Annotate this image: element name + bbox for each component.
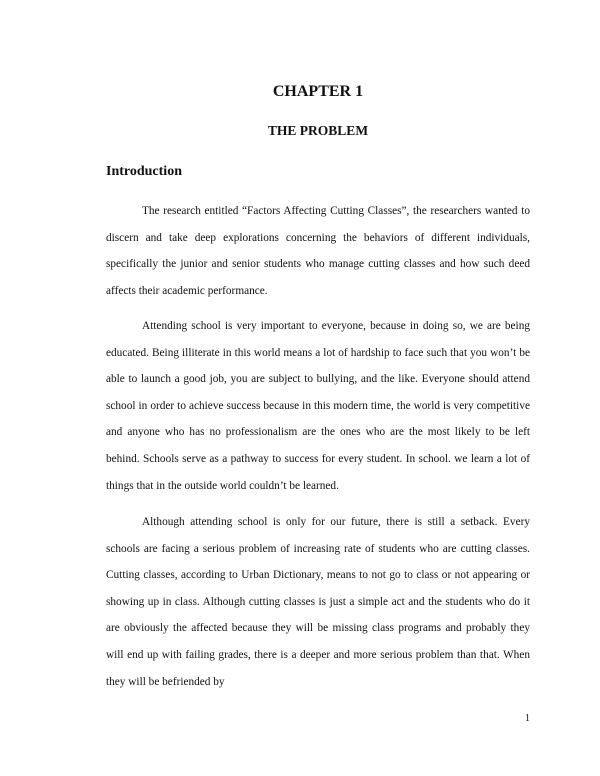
paragraph-1: The research entitled “Factors Affecting Cutting Classes”, the researchers wanted to discern and take deep explorations concerning the behaviors of different individuals, specifically the junior and senior students who manage cutting classes and how such deed affects their academic performance. (106, 205, 530, 297)
page-number: 1 (525, 713, 530, 724)
paragraph-3: Although attending school is only for our future, there is still a setback. Every schools are facing a serious problem of increasing rate of students who are cutting classes. Cutting classes, according to Urban Dictionary, means to not go to class or not appearing or showing up in class. Although cutting classes is just a simple act and the students who do it are obviously the affected because they will be missing class programs and probably they will end up with failing grades, there is a deeper and more serious problem than that. When they will be befriended by (106, 516, 530, 688)
subsection-title: Introduction (106, 164, 182, 179)
section-title: THE PROBLEM (267, 123, 369, 138)
paragraph-2: Attending school is very important to everyone, because in doing so, we are being educated. Being illiterate in this world means a lot of hardship to face such that you won’t be able to launch a good job, you are subject to bullying, and the like. Everyone should attend school in order to achieve success because in this modern time, the world is very competitive and anyone who has no professionalism are the ones who are the most likely to be left behind. Schools serve as a pathway to success for every student. In school. we learn a lot of things that in the outside world couldn’t be learned. (106, 320, 530, 492)
chapter-title: CHAPTER 1 (272, 83, 364, 100)
